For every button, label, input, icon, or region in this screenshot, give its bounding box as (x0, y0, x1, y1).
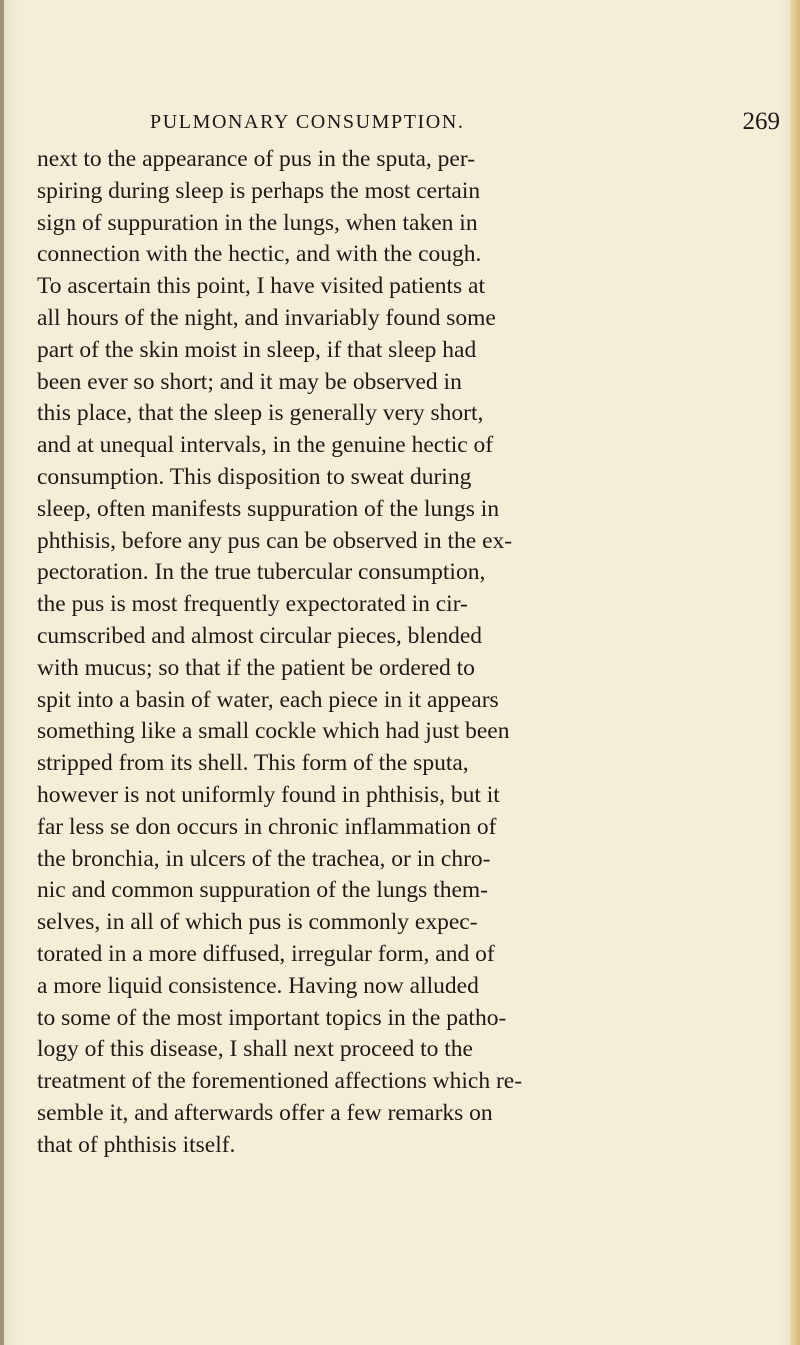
text-line: spit into a basin of water, each piece in it appears (37, 686, 499, 713)
text-line: sleep, often manifests suppuration of the lungs in (37, 495, 500, 522)
text-line: To ascertain this point, I have visited patients at (37, 273, 486, 300)
text-line: stripped from its shell. This form of the sputa, (37, 750, 469, 777)
text-line: and at unequal intervals, in the genuine hectic of (37, 432, 494, 459)
running-head (150, 108, 780, 141)
text-line: something like a small cockle which had just been (37, 718, 510, 745)
text-line: the bronchia, in ulcers of the trachea, or in chro- (37, 845, 491, 872)
text-line: to some of the most important topics in the patho- (37, 1004, 507, 1031)
text-line: connection with the hectic, and with the cough. (37, 241, 482, 268)
body-text (37, 144, 777, 1162)
text-line: sign of suppuration in the lungs, when taken in (37, 209, 478, 236)
text-line: cumscribed and almost circular pieces, blended (37, 622, 483, 649)
text-line: consumption. This disposition to sweat during (37, 463, 472, 490)
text-line: all hours of the night, and invariably found some (37, 304, 496, 331)
text-line: however is not uniformly found in phthisis, but it (37, 781, 500, 808)
text-line: that of phthisis itself. (37, 1131, 236, 1158)
text-line: nic and common suppuration of the lungs them- (37, 877, 488, 904)
running-title: PULMONARY CONSUMPTION. (150, 111, 465, 133)
text-line: part of the skin moist in sleep, if that sleep had (37, 336, 477, 363)
text-line: selves, in all of which pus is commonly expec- (37, 909, 478, 936)
text-line: semble it, and afterwards offer a few remarks on (37, 1099, 493, 1126)
text-line: this place, that the sleep is generally very short, (37, 400, 484, 427)
page-right-edge (790, 0, 800, 1345)
text-line: next to the appearance of pus in the sputa, per- (37, 146, 476, 172)
text-line: with mucus; so that if the patient be ordered to (37, 654, 475, 681)
text-line: logy of this disease, I shall next proceed to the (37, 1036, 473, 1063)
text-line: torated in a more diffused, irregular form, and of (37, 940, 495, 967)
text-line: a more liquid consistence. Having now alluded (37, 972, 479, 999)
text-line: the pus is most frequently expectorated in cir- (37, 591, 468, 618)
text-line: been ever so short; and it may be observed in (37, 368, 462, 395)
text-line: treatment of the forementioned affections which re- (37, 1068, 523, 1095)
page-left-edge (0, 0, 4, 1345)
text-line: pectoration. In the true tubercular consumption, (37, 559, 486, 586)
text-line: phthisis, before any pus can be observed in the ex- (37, 527, 513, 554)
text-line: spiring during sleep is perhaps the most certain (37, 177, 481, 204)
page-number: 269 (742, 108, 780, 135)
text-line: far less se don occurs in chronic inflammation of (37, 813, 497, 840)
